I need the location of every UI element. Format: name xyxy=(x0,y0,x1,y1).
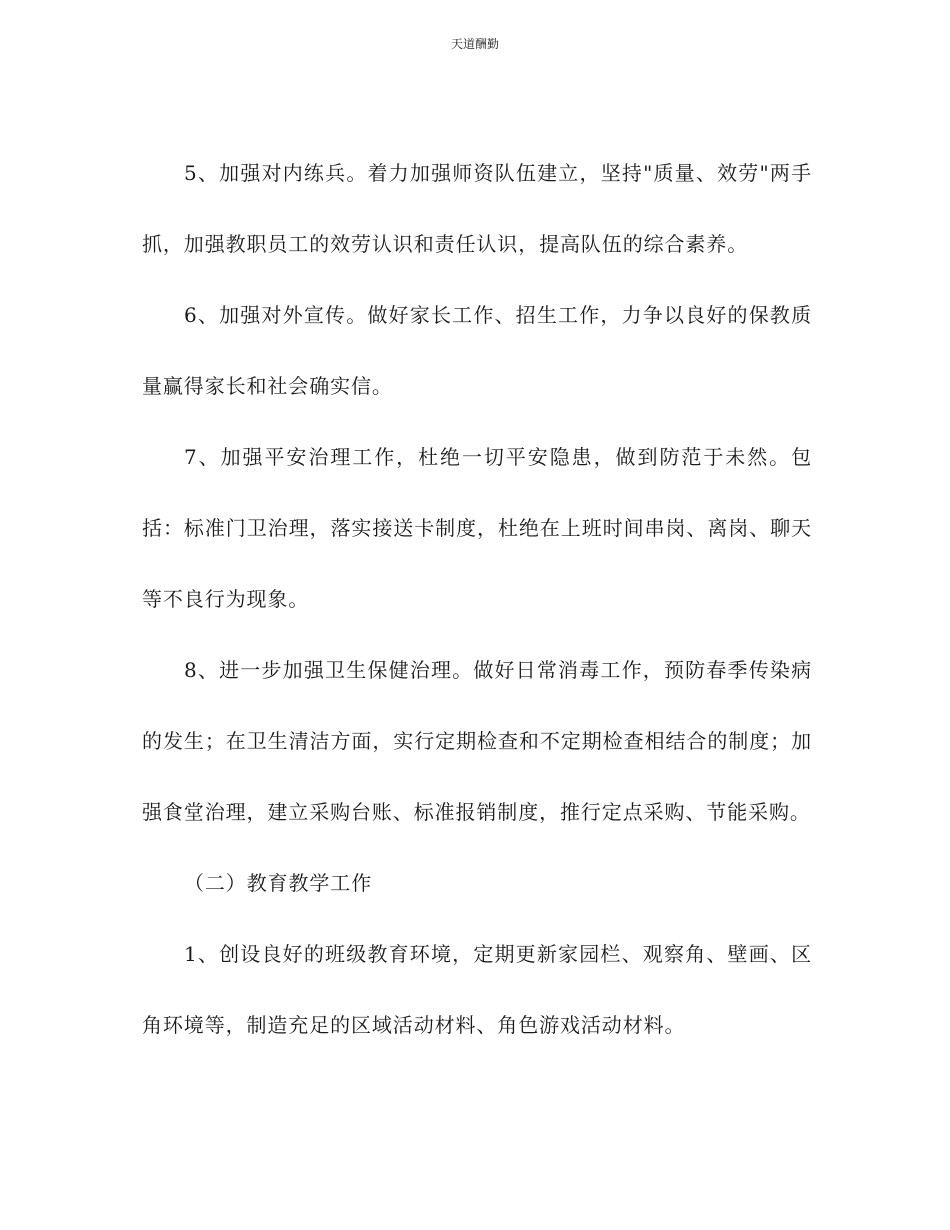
page-header: 天道酬勤 xyxy=(450,37,499,51)
paragraph-5: 5、加强对内练兵。着力加强师资队伍建立，坚持"质量、效劳"两手抓，加强教职员工的效劳认识和责任认识，提高队伍的综合素养。 xyxy=(142,161,812,256)
paragraph-1: 1、创设良好的班级教育环境，定期更新家园栏、观察角、壁画、区角环境等，制造充足的区域活动材料、角色游戏活动材料。 xyxy=(142,942,812,1037)
document-body xyxy=(142,138,812,1061)
paragraph-7: 7、加强平安治理工作，杜绝一切平安隐患，做到防范于未然。包括：标准门卫治理，落实接送卡制度，杜绝在上班时间串岗、离岗、聊天等不良行为现象。 xyxy=(142,445,812,611)
section-heading: （二）教育教学工作 xyxy=(184,871,373,895)
paragraph-8: 8、进一步加强卫生保健治理。做好日常消毒工作，预防春季传染病的发生；在卫生清洁方面，实行定期检查和不定期检查相结合的制度；加强食堂治理，建立采购台账、标准报销制度，推行定点采购、节能采购。 xyxy=(142,658,812,824)
paragraph-6: 6、加强对外宣传。做好家长工作、招生工作，力争以良好的保教质量赢得家长和社会确实信。 xyxy=(142,303,812,398)
